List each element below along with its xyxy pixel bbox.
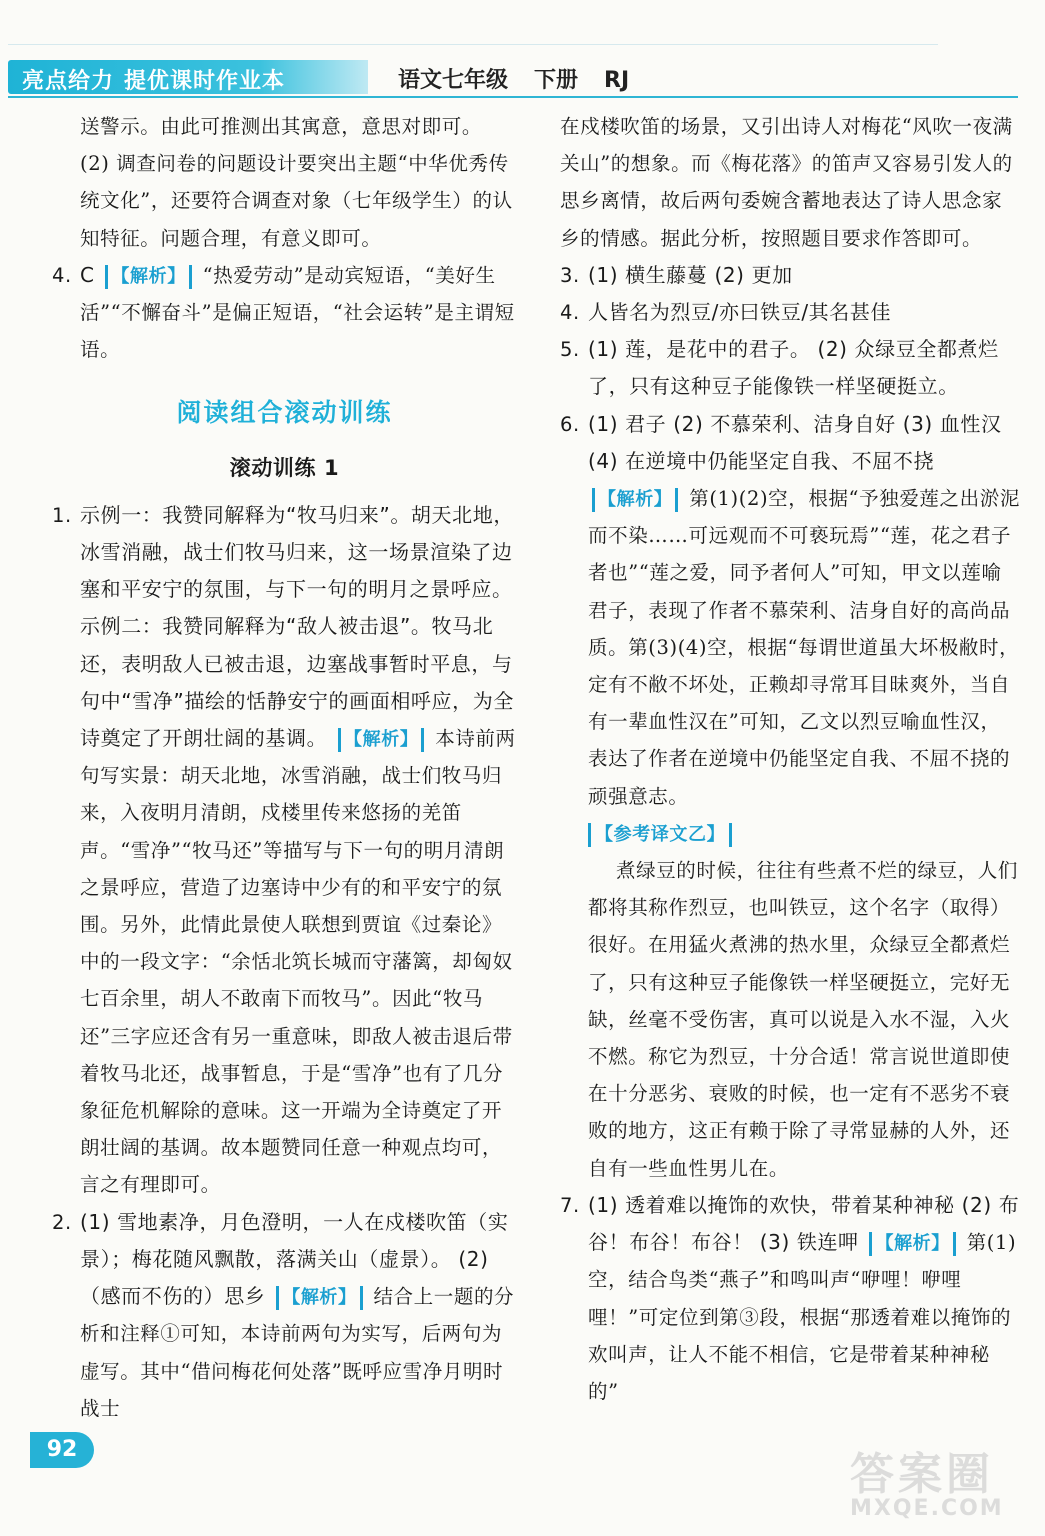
- answer: (1) 君子 (2) 不慕荣利、洁身自好 (3) 血性汉 (4) 在逆境中仍能坚定自我、不屈不挠: [588, 411, 1002, 473]
- question-number: 1.: [52, 503, 72, 527]
- reference-translation: [560, 815, 1020, 1187]
- analysis-tag: 【解析】: [105, 265, 191, 289]
- question-number: 7.: [560, 1193, 580, 1217]
- answer: C: [80, 262, 95, 287]
- answer: (1) 横生藤蔓 (2) 更加: [588, 262, 793, 287]
- watermark-text: 答案圈: [850, 1449, 994, 1500]
- reference-text: 煮绿豆的时候，往往有些煮不烂的绿豆，人们都将其称作烈豆，也叫铁豆，这个名字（取得）很好。在用猛火煮沸的热水里，众绿豆全都煮烂了，只有这种豆子能像铁一样坚硬挺立，完好无缺，丝毫不受伤害，真可以说是入水不湿，入火不燃。称它为烈豆，十分合适！常言说世道即使在十分恶劣、衰败的时候，也一定有不恶劣不衰败的地方，这正有赖于除了寻常显赫的人外，还自有一些血性男儿在。: [588, 859, 1019, 1180]
- watermark-url: MXQE.COM: [850, 1496, 1004, 1521]
- question-3: [560, 257, 1020, 294]
- example-one: 示例一：我赞同解释为“牧马归来”。胡天北地，冰雪消融，战士们牧马归来，这一场景渲染了边塞和平安宁的氛围，与下一句的明月之景呼应。: [80, 502, 514, 602]
- analysis-tag: 【解析】: [276, 1286, 362, 1310]
- top-rule: [8, 44, 938, 45]
- continued-text-2: (2) 调查问卷的问题设计要突出主题“中华优秀传统文化”，还要符合调查对象（七年级学生）的认知特征。问题合理，有意义即可。: [80, 152, 513, 250]
- question-5: [560, 331, 1020, 405]
- right-column: [560, 108, 1020, 1410]
- question-number: 4.: [560, 301, 580, 325]
- question-2: [52, 1204, 517, 1427]
- continued-text: 送警示。由此可推测出其寓意，意思对即可。: [80, 115, 483, 138]
- question-number: 3.: [560, 263, 580, 287]
- analysis-text: “热爱劳动”是动宾短语，“美好生活”“不懈奋斗”是偏正短语，“社会运转”是主谓短语。: [80, 263, 515, 362]
- page-number: 92: [30, 1432, 94, 1468]
- header-rule: [8, 96, 1018, 98]
- analysis-tag: 【解析】: [338, 728, 424, 752]
- analysis-text: 第(1)空，结合鸟类“燕子”和鸣叫声“咿哩！咿哩哩！”可定位到第③段，根据“那透着难以掩饰的欢叫声，让人不能不相信，它是带着某种神秘的”: [588, 1231, 1017, 1403]
- sub-title: 滚动训练 1: [229, 455, 340, 480]
- question-number: 5.: [560, 338, 580, 362]
- continued-text: 在戍楼吹笛的场景，又引出诗人对梅花“风吹一夜满关山”的想象。而《梅花落》的笛声又容易引发人的思乡离情，故后两句委婉含蓄地表达了诗人思念家乡的情感。据此分析，按照题目要求作答即可。: [560, 115, 1013, 250]
- analysis-tag: 【解析】: [869, 1232, 955, 1256]
- answer: (1) 透着难以掩饰的欢快，带着某种神秘 (2) 布谷！布谷！布谷！ (3) 铁连呷: [588, 1192, 1020, 1255]
- question-4: [560, 294, 1020, 331]
- question-4: [52, 257, 517, 369]
- answer: (1) 莲，是花中的君子。 (2) 众绿豆全都煮烂了，只有这种豆子能像铁一样坚硬挺立。: [588, 337, 999, 399]
- question-1: [52, 497, 517, 1204]
- answer: (1) 雪地素净，月色澄明，一人在戍楼吹笛（实景）；梅花随风飘散，落满关山（虚景）。 (2)（感而不伤的）思乡: [80, 1209, 509, 1309]
- page-header: [8, 58, 1018, 98]
- watermark-logo: [850, 1438, 1030, 1528]
- question-number: 4.: [52, 263, 72, 287]
- analysis-text: 第(1)(2)空，根据“予独爱莲之出淤泥而不染……可远观而不可亵玩焉”“莲，花之君子者也”“莲之爱，同予者何人”可知，甲文以莲喻君子，表现了作者不慕荣利、洁身自好的高尚品质。第(3)(4)空，根据“每谓世道虽大坏极敝时，定有不敝不坏处，正赖却寻常耳目昧爽外，当自有一辈血性汉在”可知，乙文以烈豆喻血性汉，表达了作者在逆境中仍能坚定自我、不屈不挠的顽强意志。: [588, 487, 1020, 808]
- brand-label: 亮点给力: [22, 69, 115, 94]
- question-6: [560, 406, 1020, 815]
- reference-tag: 【参考译文乙】: [588, 823, 732, 847]
- series-label: 提优课时作业本: [124, 69, 286, 94]
- header-book-info: [398, 63, 655, 94]
- answer: 人皆名为烈豆/亦曰铁豆/其名甚佳: [588, 300, 892, 325]
- header-brand: [22, 64, 295, 95]
- example-two: 示例二：我赞同解释为“敌人被击退”。牧马北还，表明敌人已被击退，边塞战事暂时平息，与句中“雪净”描绘的恬静安宁的画面相呼应，为全诗奠定了开朗壮阔的基调。: [80, 614, 514, 751]
- left-column: [52, 108, 517, 1427]
- subject-label: 语文七年级: [398, 68, 509, 93]
- edition-label: RJ: [604, 68, 630, 93]
- question-number: 6.: [560, 412, 580, 436]
- question-number: 2.: [52, 1210, 72, 1234]
- analysis-text: 本诗前两句写实景：胡天北地，冰雪消融，战士们牧马归来，入夜明月清朗，戍楼里传来悠扬的羌笛声。“雪净”“牧马还”等描写与下一句的明月清朗之景呼应，营造了边塞诗中少有的和平安宁的氛围。另外，此情此景使人联想到贾谊《过秦论》中的一段文字：“余恬北筑长城而守藩篱，却匈奴七百余里，胡人不敢南下而牧马”。因此“牧马还”三字应还含有另一重意味，即敌人被击退后带着牧马北还，战事暂息，于是“雪净”也有了几分象征危机解除的意味。这一开端为全诗奠定了开朗壮阔的基调。故本题赞同任意一种观点均可，言之有理即可。: [80, 727, 516, 1197]
- section-title: 阅读组合滚动训练: [176, 398, 393, 428]
- analysis-tag: 【解析】: [592, 488, 678, 512]
- volume-label: 下册: [534, 68, 579, 93]
- analysis-text: 结合上一题的分析和注释①可知，本诗前两句为实写，后两句为虚写。其中“借问梅花何处落”既呼应雪净月明时战士: [80, 1285, 515, 1420]
- question-7: [560, 1187, 1020, 1410]
